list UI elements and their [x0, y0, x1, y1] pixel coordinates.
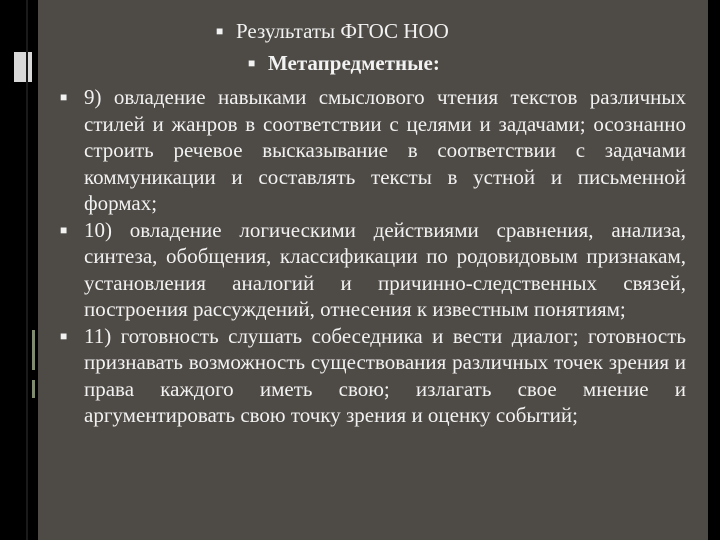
section-subtitle: Метапредметные: [268, 51, 440, 75]
subheading-line [248, 50, 440, 76]
square-bullet-icon: ■ [60, 222, 68, 237]
list-item-text: 10) овладение логическими действиями сравнения, анализа, синтеза, обобщения, классификации по родовидовым признакам, установления аналогий и причинно-следственных связей, построения рассуждений, отнесения к известным понятиям; [84, 217, 686, 321]
page-title: Результаты ФГОС НОО [236, 19, 449, 43]
corner-decor-block [14, 52, 32, 82]
content-panel [38, 0, 708, 540]
side-decor-line [26, 0, 28, 540]
list-item [38, 84, 708, 217]
heading-line [216, 18, 449, 44]
list-item-text: 9) овладение навыками смыслового чтения текстов различных стилей и жанров в соответствии с целями и задачами; осознанно строить речевое высказывание в соответствии с задачами коммуникации и составлять тексты в устной и письменной формах; [84, 85, 686, 215]
square-bullet-icon: ■ [60, 328, 68, 343]
slide-header [38, 0, 708, 90]
square-bullet-icon: ■ [216, 24, 224, 38]
square-bullet-icon: ■ [248, 56, 256, 70]
list-item [38, 323, 708, 429]
bullet-list [38, 84, 708, 429]
side-accent-bar [32, 380, 35, 398]
side-accent-bar [32, 330, 35, 370]
list-item-text: 11) готовность слушать собеседника и вести диалог; готовность признавать возможность существования различных точек зрения и права каждого иметь свою; излагать свое мнение и аргументировать свою точку зрения и оценку событий; [84, 323, 686, 427]
square-bullet-icon: ■ [60, 90, 68, 104]
list-item [38, 217, 708, 323]
